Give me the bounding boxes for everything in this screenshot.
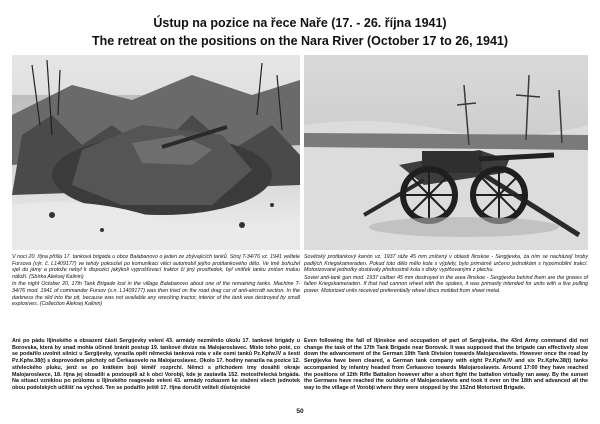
gun-photo-illustration [304, 55, 588, 250]
caption-left-english: In the night October 20, 17th Tank Brigade lost in the village Balabanovo about one of the remaining tanks. Machine T-34/76 mod. 1941 of commander Fursov (s.n. L1409177) was then tried on the road drag car of anti-aircraft section. In the darkness the slid into the pit, because was not available any wrecking tractor, interior of the tank was destroyed by small explosives. (Collection Aleksej Kalinin) [12, 281, 300, 308]
title-czech: Ústup na pozice na řece Naře (17. - 26. října 1941) [153, 16, 447, 30]
wheel-left [403, 169, 455, 221]
caption-right-czech: Sovětský protitankový kanón vz. 1937 ráže 45 mm zničený v oblasti Ilinskoe - Sergijevka, za ním se nacházejí hroby padlých Kriegskameraden. Pokud toto dělo mělo kola s výplety, bylo primárně určeno jednotkám s hypomobilní trakcí. Motorizované jednotky dostávaly přednostně kola s disky vyplňovanými z plechu. [304, 254, 588, 274]
photo-anti-tank-gun [304, 55, 588, 250]
body-text-english: Even following the fall of Iljinskoe and occupation of part of Sergijevka, the 43rd Army command did not change the task of the 17th Tank Brigade near Borovsk. It was supposed that the brigade can effectively slow down the advancement of the German 19th Tank Division towards Malojaroslavets. However once the road by Sergijevka have been cleared, a German tank company with eight Pz.Kpfw.IV and six Pz.Kpfw.38(t) tanks accompanied by infantry headed from Čerkasovo towards Malojaroslavets. Around 17:00 they have reached the positions of 12th Rifle Battalion however after a short fight the battalion virtually ran away. By the sunset the Germans have reached the outskirts of Malojaroslavets and took it over on the 18th and advanced all the way to the village of Vorobji where they were stopped by the 152nd Motorized Brigade. [304, 338, 588, 391]
page-number: 50 [296, 408, 304, 415]
caption-right-english: Soviet anti-tank gun mod. 1937 caliber 45 mm destroyed in the area Ilinskoe - Sergijevka behind them are the graves of fallen Kriegskameraden. If that had cannon wheel with the spokes, it was primarily intended for units with a live pulling power. Motorized units received preferentially wheel discs molded from sheet metal. [304, 274, 588, 294]
caption-left-czech: V noci 20. října přišla 17. tanková brigáda u obce Balabanovo o jeden ze zbývajících tanků. Stroj T-34/76 vz. 1941 velitele Fursova (výr. č. L1409177) ve tehdy pokoušel po komunikaci vléci automobil jejího protitankového dělo. Ve tmě bohužel sjel do jámy a protože nebyl k dispozici jakýkoli vyprošťovací traktor či jiný prostředek, byl vnitřek tanku zničen malou náloží. (Sbírka Aleksej Kalinin) [12, 254, 300, 280]
title-english: The retreat on the positions on the Nara River (October 17 to 26, 1941) [91, 34, 509, 48]
body-text-czech: Ani po pádu Iljinského a obsazení části Sergijevky velení 43. armády nezměnilo úkolu 17. tankové brigády u Borovska, která by snad mohla účinně bránit postup 19. tankové divize na Malojaroslavec. Místo toho poté, co se podařilo uvolnit silnici u Sergijevky, vyrazila opět německá tanková rota v síle osmi tanků Pz.Kpfw.IV a šesti Pz.Kpfw.38(t) s doprovodem pěchoty od Čerkasovelo na Malojaroslavec. Okolo 17. hodiny narazila na pozice 12. střeleckého pluku, jenž se po krátkém boji téměř rozprchl. Němci s příchodem tmy dosáhli okraje Malojaroslavce, 18. října jej obsadili a postoupili až k obci Vorobji, kde je zastavila 152. motostřelecká brigáda. Na situaci vzniklou po průlomu u Iljinského reagovalo velení 43. armády rozkazem ke stažení všech jednotek obou podolských učilišť na východ. Ten se podařilo ještě 17. října doručit velitelí důstojnické [12, 338, 300, 391]
page-titles [0, 15, 600, 49]
tank-photo-illustration [12, 55, 300, 250]
photo-destroyed-tank [12, 55, 300, 250]
caption-right [304, 254, 588, 296]
wheel-right [473, 169, 525, 221]
caption-left [12, 254, 300, 309]
